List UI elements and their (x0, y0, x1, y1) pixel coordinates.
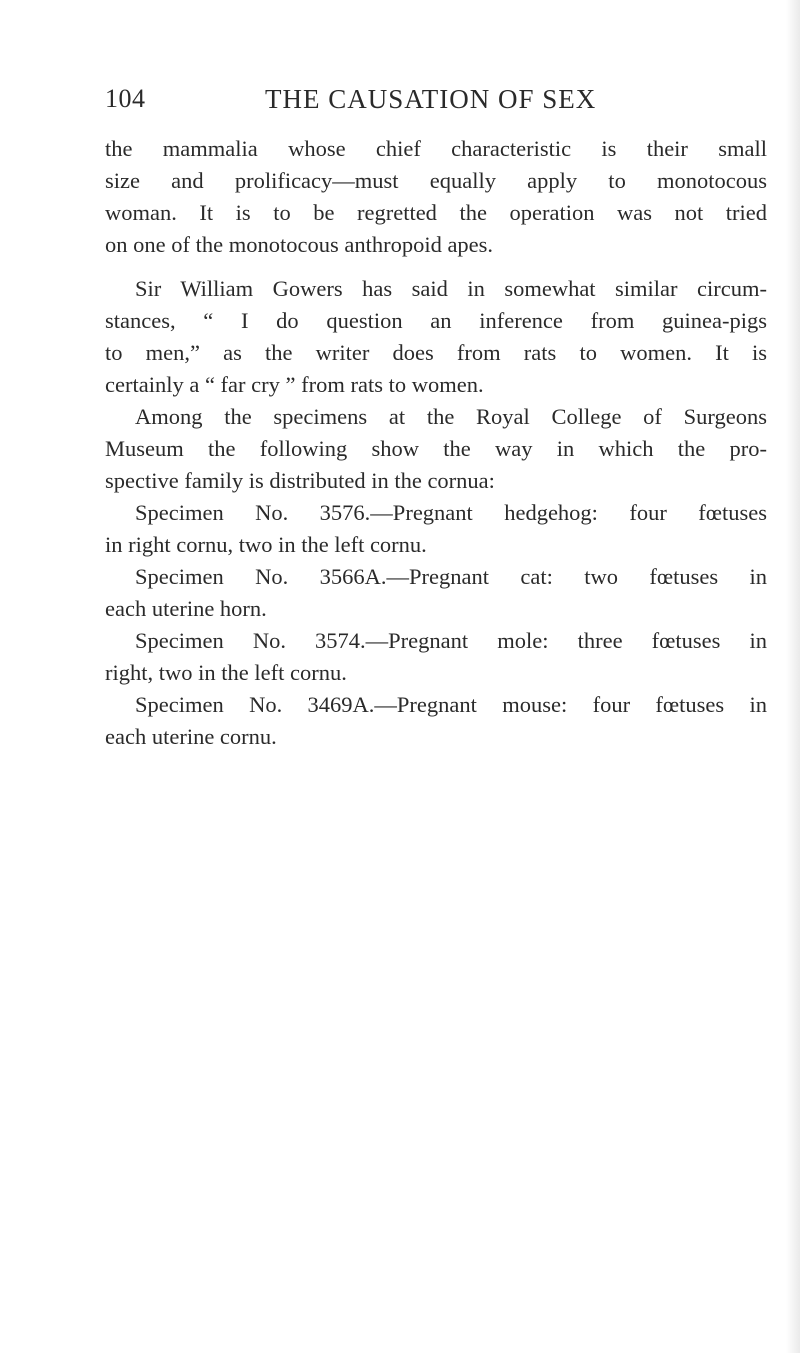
text-line: Specimen No. 3574.—Pregnant mole: three fœtuses in (135, 628, 767, 653)
specimen-entry (105, 561, 767, 625)
text-line: certainly a “ far cry ” from rats to women. (105, 372, 484, 397)
text-line: on one of the monotocous anthropoid apes. (105, 232, 494, 257)
paragraph (105, 273, 767, 401)
text-line: spective family is distributed in the cornua: (105, 468, 495, 493)
running-head (105, 84, 715, 124)
paragraph (105, 133, 767, 261)
text-line: Museum the following show the way in which the pro- (105, 436, 767, 461)
text-line: each uterine cornu. (105, 724, 277, 749)
paragraph-gap (105, 261, 767, 273)
text-line: the mammalia whose chief characteristic is their small (105, 136, 767, 161)
text-line: right, two in the left cornu. (105, 660, 347, 685)
page-number: 104 (105, 84, 146, 113)
paragraph (105, 401, 767, 497)
text-line: Specimen No. 3469A.—Pregnant mouse: four fœtuses in (135, 692, 767, 717)
text-line: Among the specimens at the Royal College of Surgeons (135, 404, 767, 429)
text-line: each uterine horn. (105, 596, 267, 621)
text-line: size and prolificacy—must equally apply to monotocous (105, 168, 767, 193)
running-title: THE CAUSATION OF SEX (265, 84, 597, 114)
text-line: stances, “ I do question an inference from guinea-pigs (105, 308, 767, 333)
specimen-entry (105, 497, 767, 561)
specimen-entry (105, 689, 767, 753)
text-line: in right cornu, two in the left cornu. (105, 532, 427, 557)
text-line: Specimen No. 3566A.—Pregnant cat: two fœtuses in (135, 564, 767, 589)
body-text (105, 133, 767, 753)
text-line: woman. It is to be regretted the operation was not tried (105, 200, 767, 225)
text-line: Sir William Gowers has said in somewhat similar circum- (135, 276, 767, 301)
text-line: Specimen No. 3576.—Pregnant hedgehog: four fœtuses (135, 500, 767, 525)
specimen-entry (105, 625, 767, 689)
text-line: to men,” as the writer does from rats to women. It is (105, 340, 767, 365)
page-edge-shadow (786, 0, 800, 1353)
